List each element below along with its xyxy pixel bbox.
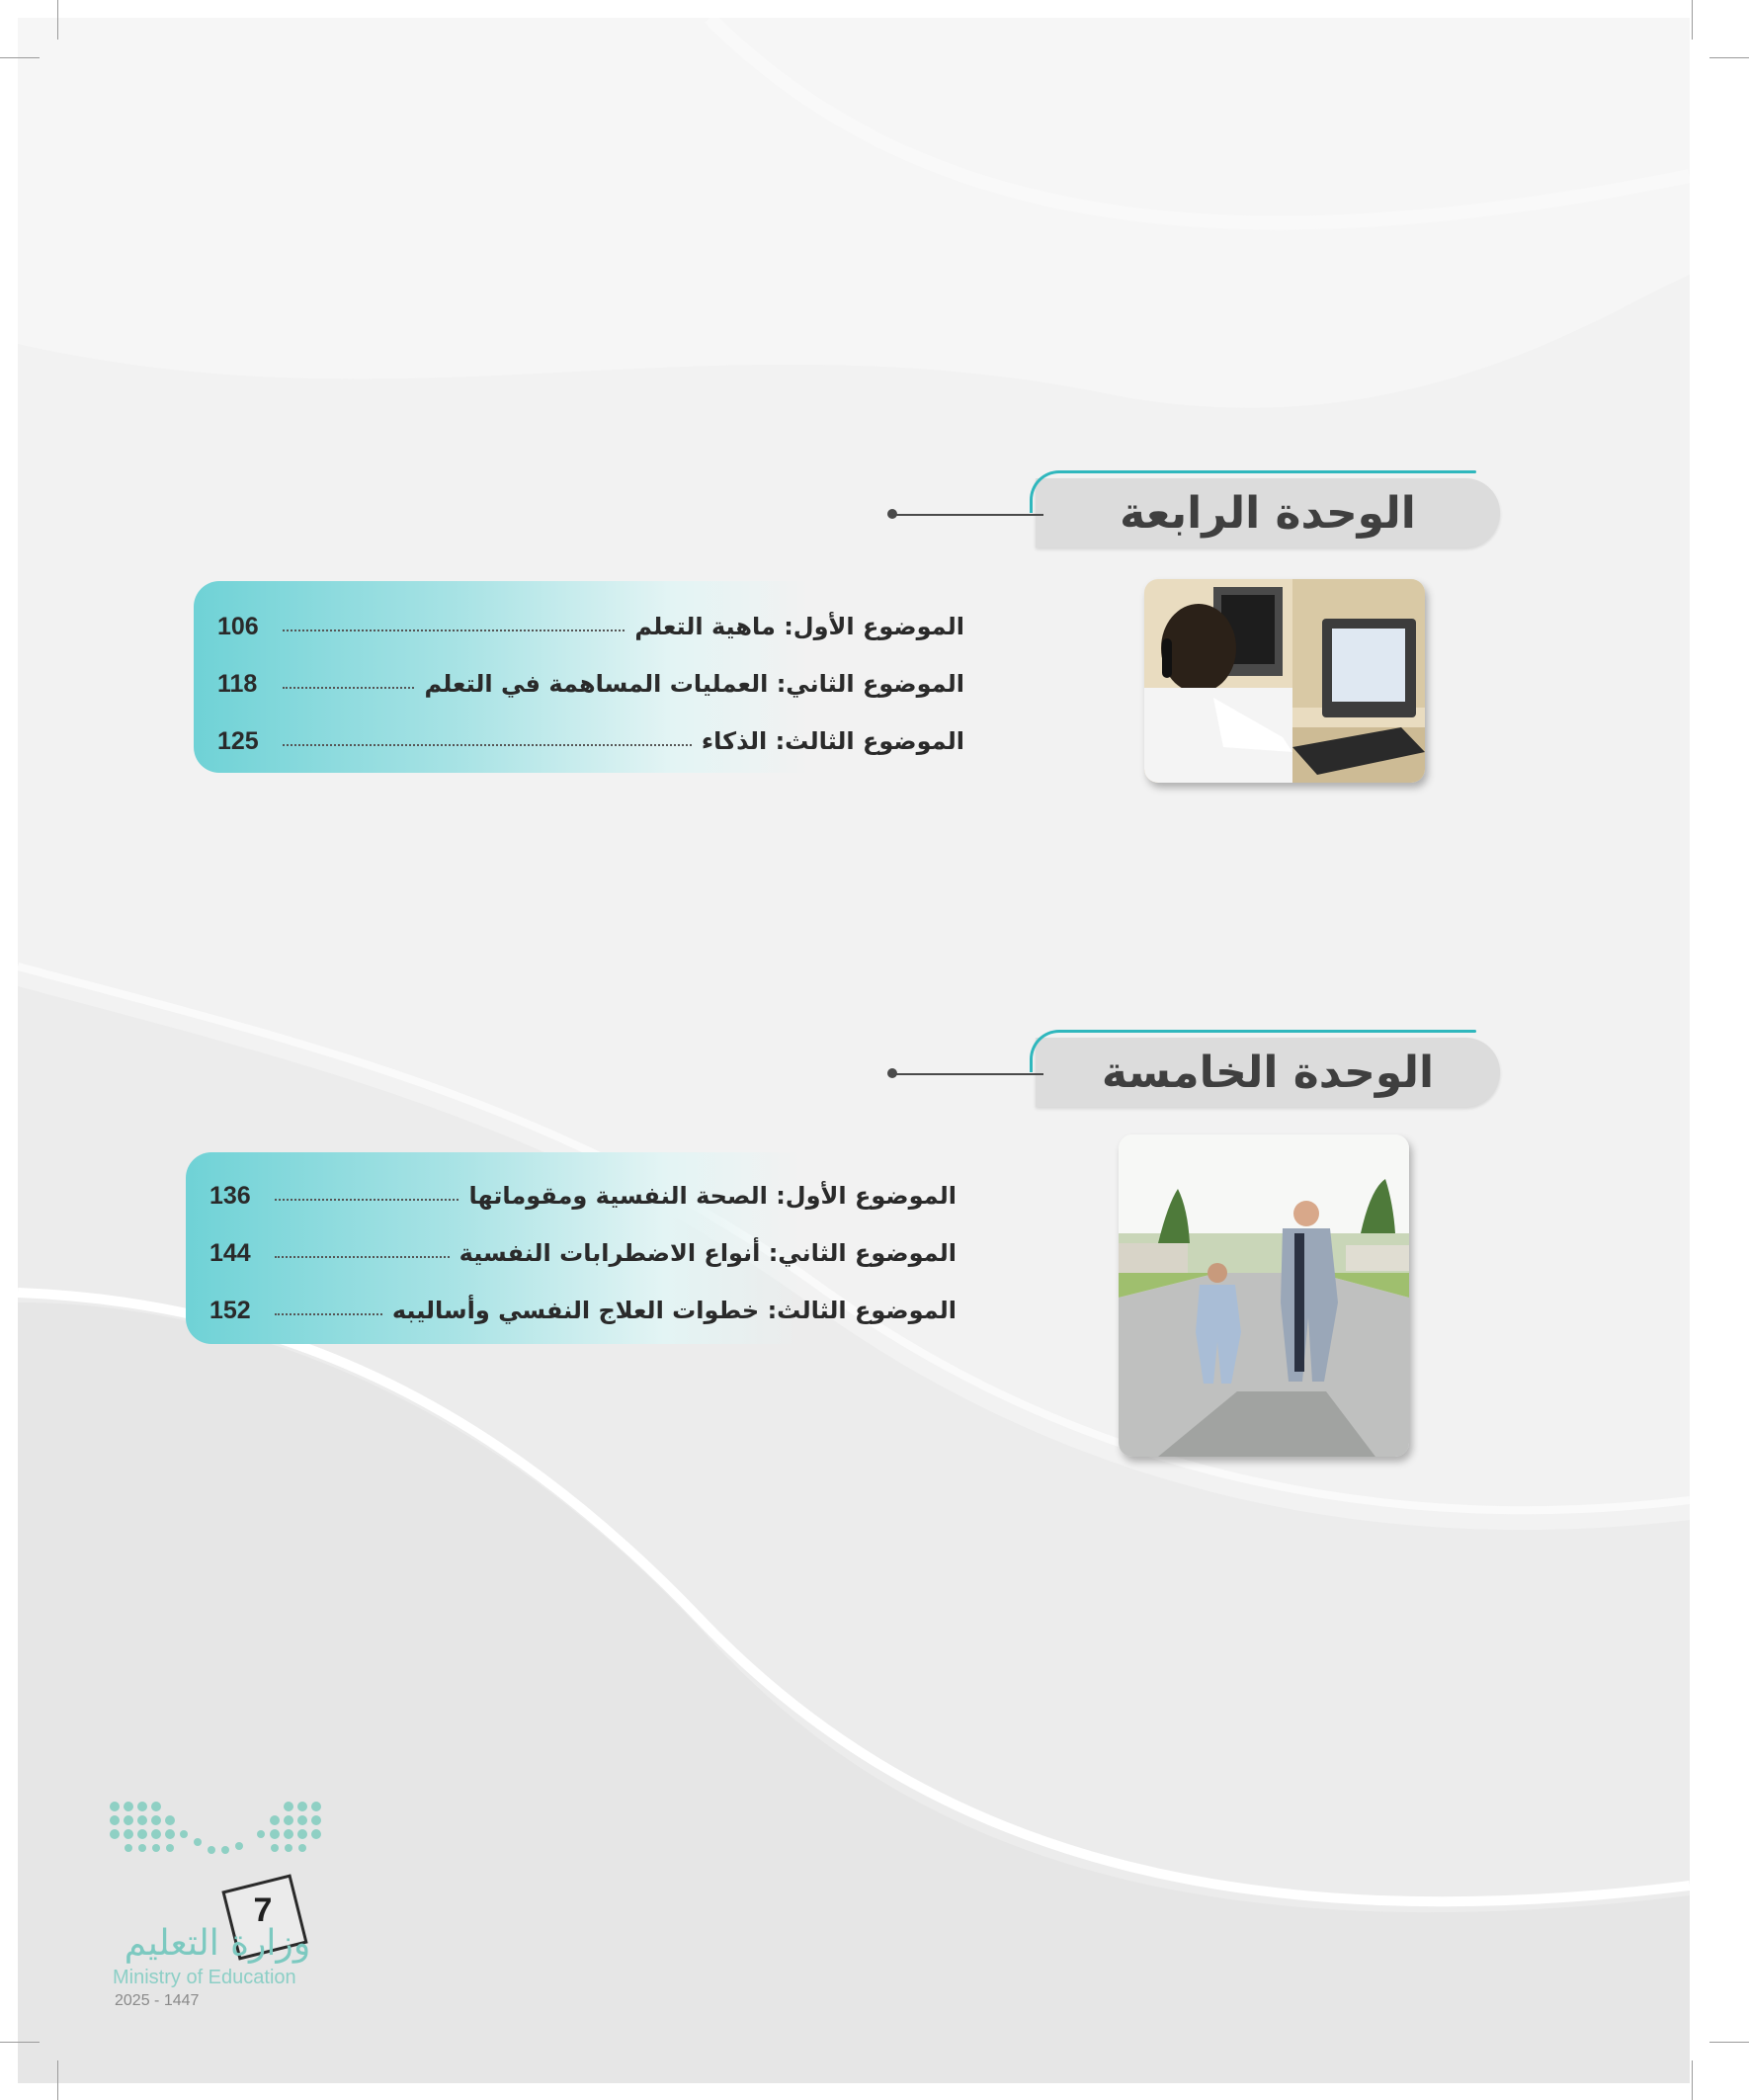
topic-label: الموضوع الثالث: خطوات العلاج النفسي وأساليبه [391, 1297, 957, 1324]
toc-row[interactable] [209, 1176, 957, 1216]
logo-year-text: 2025 - 1447 [115, 1992, 200, 2009]
crop-mark [1692, 2060, 1693, 2100]
father-son-jogging-photo [1119, 1134, 1409, 1457]
unit-5-label: الوحدة الخامسة [1101, 1047, 1435, 1098]
topic-page-number: 125 [217, 726, 259, 755]
unit-5-tab [1036, 1038, 1500, 1107]
topic-page-number: 152 [209, 1296, 251, 1324]
crop-mark [57, 2060, 58, 2100]
toc-row[interactable] [209, 1291, 957, 1330]
toc-row[interactable] [209, 1233, 957, 1273]
student-at-computer-photo [1144, 579, 1425, 783]
topic-label: الموضوع الثاني: أنواع الاضطرابات النفسية [458, 1239, 957, 1267]
unit-4-label: الوحدة الرابعة [1120, 487, 1416, 539]
crop-mark [1709, 57, 1749, 58]
unit-5-connector [895, 1073, 1043, 1075]
logo-dots-icon [95, 1777, 352, 1886]
toc-leader [275, 1199, 458, 1201]
toc-leader [275, 1256, 450, 1258]
logo-arabic-text: وزارة التعليم [124, 1923, 311, 1964]
toc-row[interactable] [217, 607, 964, 646]
toc-leader [283, 687, 414, 689]
crop-mark [0, 2042, 40, 2043]
unit-4-toc [194, 581, 964, 773]
topic-label: الموضوع الثالث: الذكاء [701, 727, 964, 755]
page [18, 18, 1690, 2083]
crop-mark [57, 0, 58, 40]
toc-leader [283, 630, 625, 631]
toc-row[interactable] [217, 721, 964, 761]
topic-page-number: 106 [217, 612, 259, 640]
topic-label: الموضوع الأول: ماهية التعلم [634, 613, 964, 640]
toc-leader [275, 1313, 382, 1315]
unit-5-toc [186, 1152, 957, 1344]
crop-mark [1709, 2042, 1749, 2043]
topic-page-number: 144 [209, 1238, 251, 1267]
ministry-logo [95, 1777, 352, 2034]
unit-4-tab [1036, 478, 1500, 547]
logo-english-text: Ministry of Education [113, 1967, 296, 1988]
topic-label: الموضوع الثاني: العمليات المساهمة في التعلم [424, 670, 964, 698]
unit-4-connector-dot [887, 509, 897, 519]
unit-5-connector-dot [887, 1068, 897, 1078]
crop-mark [1692, 0, 1693, 40]
toc-row[interactable] [217, 664, 964, 704]
topic-page-number: 118 [217, 669, 258, 698]
page-number: 7 [253, 1891, 273, 1929]
topic-label: الموضوع الأول: الصحة النفسية ومقوماتها [468, 1182, 957, 1210]
topic-page-number: 136 [209, 1181, 251, 1210]
crop-mark [0, 57, 40, 58]
toc-leader [283, 744, 692, 746]
unit-4-connector [895, 514, 1043, 516]
